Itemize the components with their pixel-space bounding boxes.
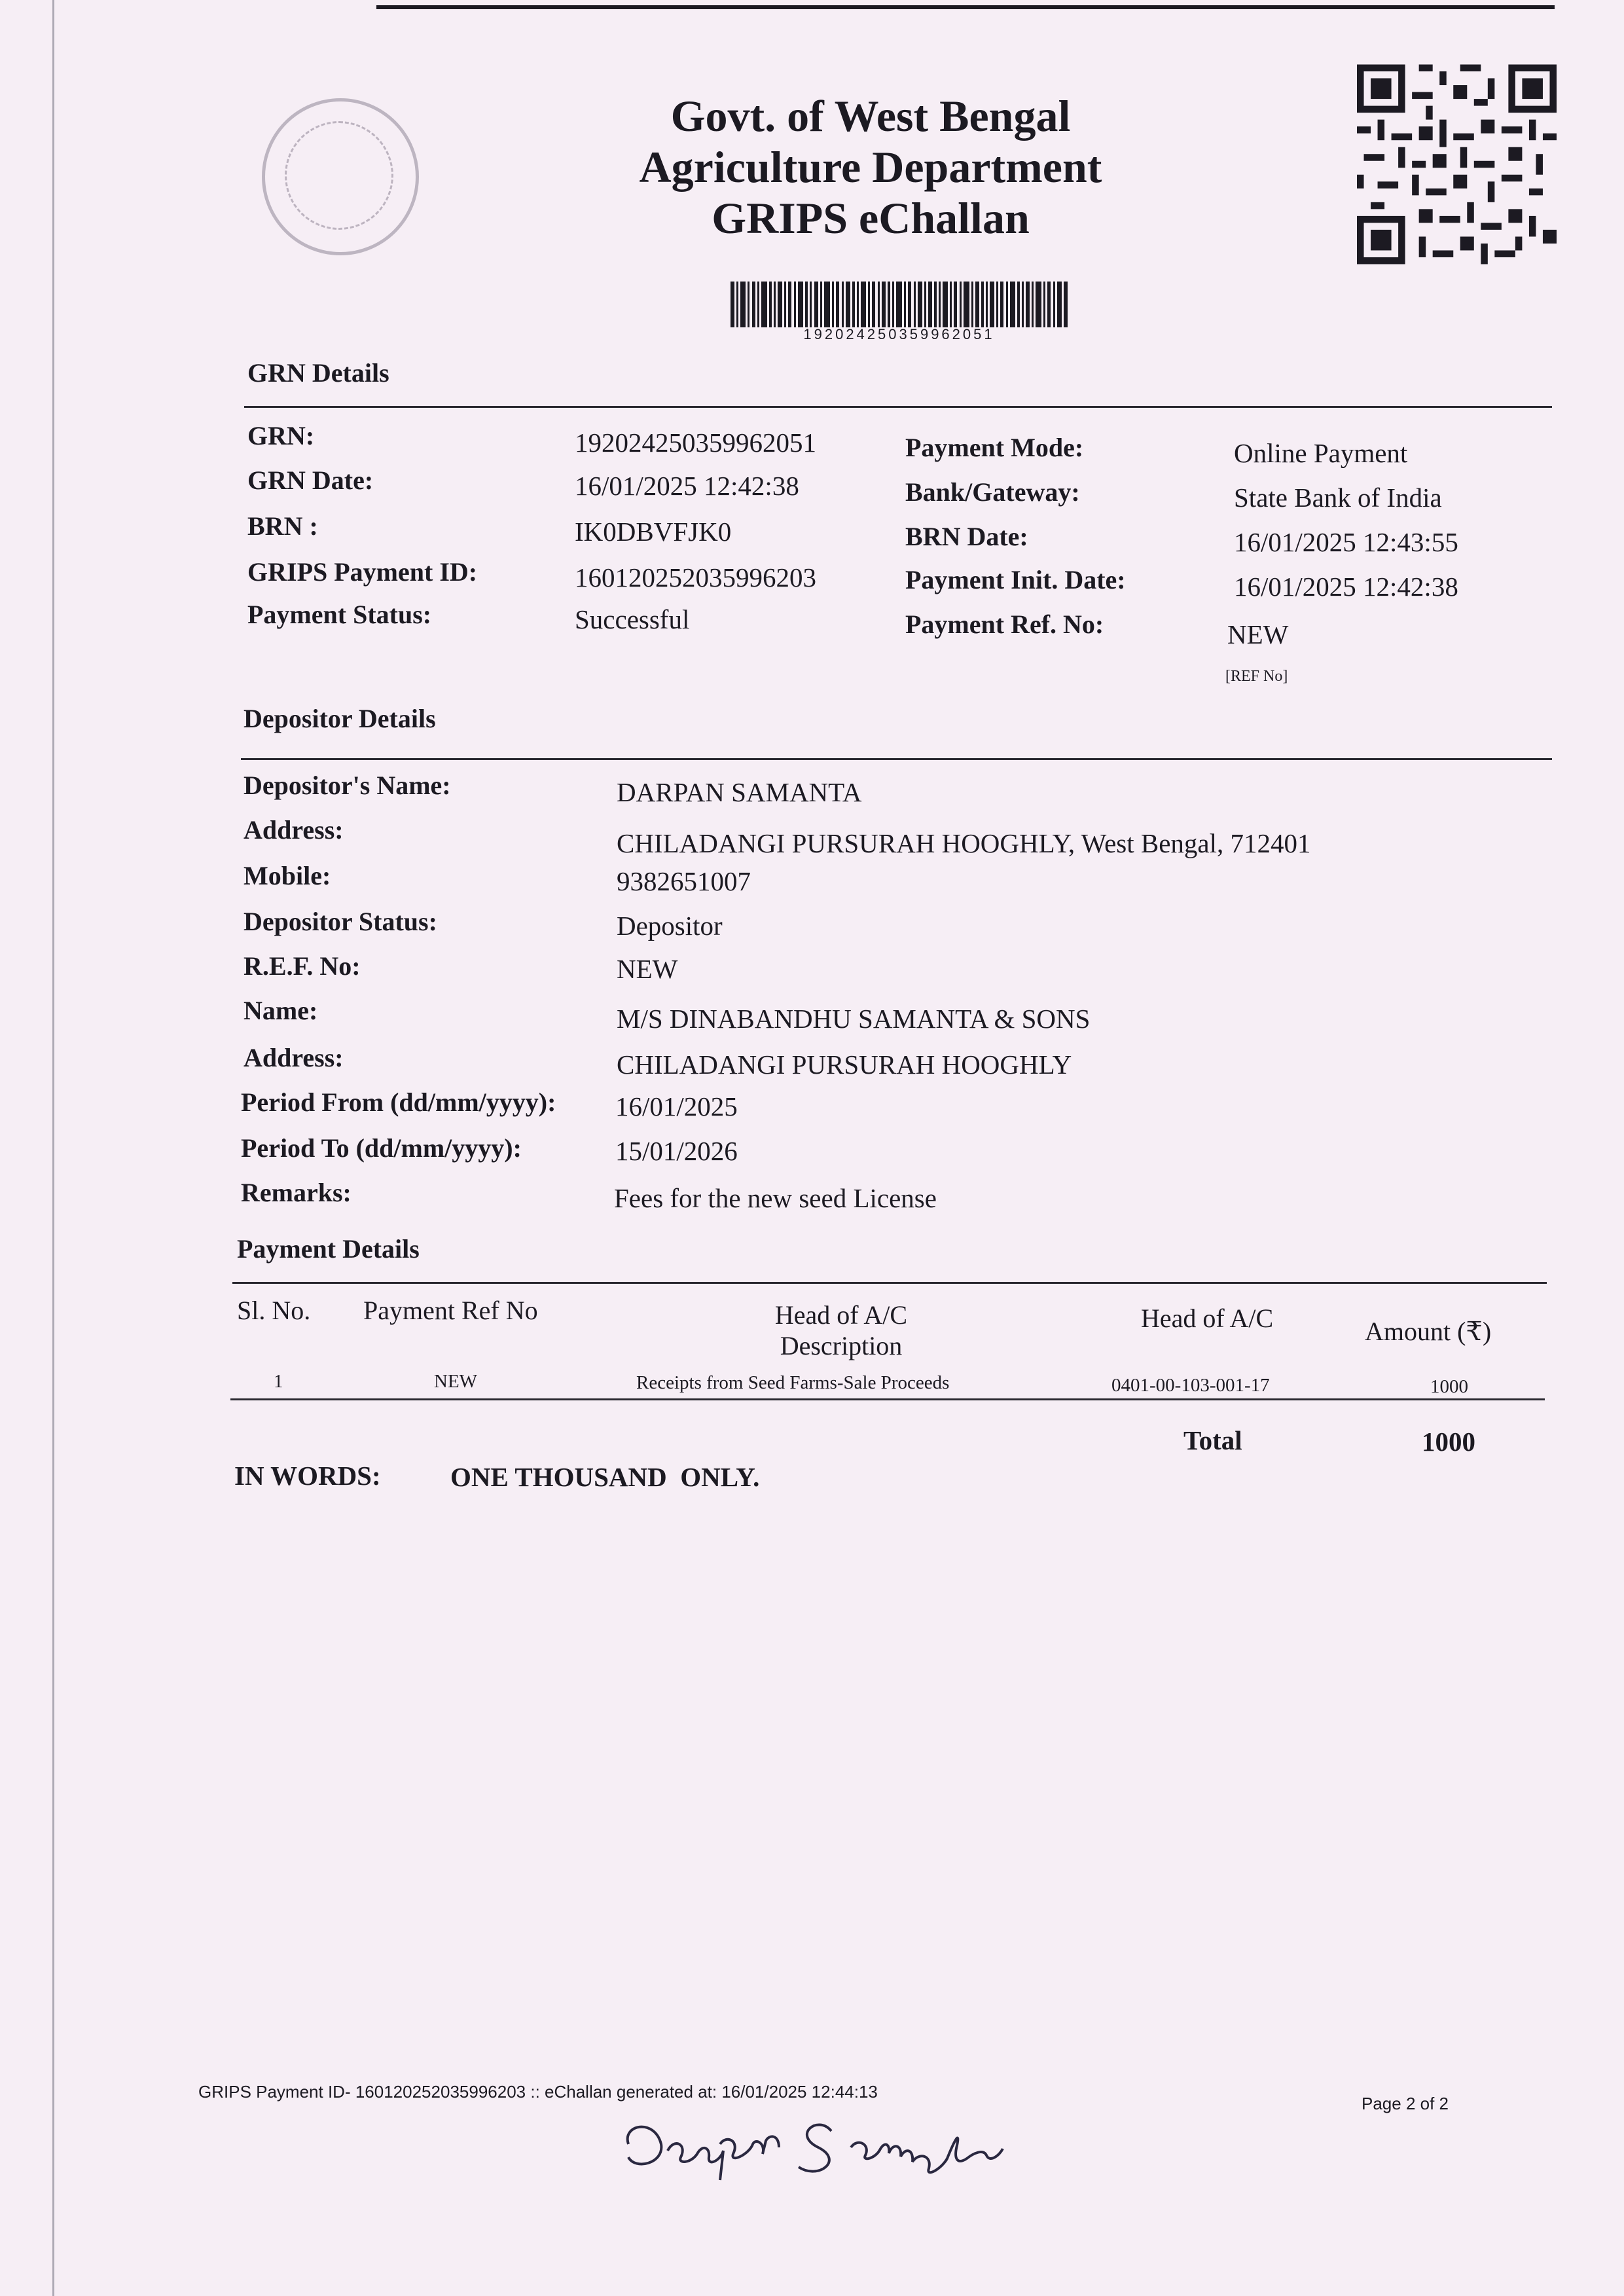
firm-name-value: M/S DINABANDHU SAMANTA & SONS [617, 1004, 1091, 1034]
grn-divider [244, 406, 1552, 408]
barcode-number: 192024250359962051 [803, 326, 995, 342]
period-to-label: Period To (dd/mm/yyyy): [241, 1133, 522, 1163]
title-department: Agriculture Department [639, 142, 1102, 192]
remarks-value: Fees for the new seed License [614, 1183, 937, 1213]
grn-date-label: GRN Date: [247, 465, 374, 495]
brn-value: IK0DBVFJK0 [575, 517, 732, 547]
qr-code-icon [1357, 62, 1557, 266]
bank-gateway-label: Bank/Gateway: [905, 477, 1080, 507]
payment-status-label: Payment Status: [247, 600, 432, 629]
depositor-status-value: Depositor [617, 911, 723, 941]
col-description-line1: Head of A/C [774, 1300, 908, 1330]
barcode-icon [731, 282, 1068, 327]
handwritten-signature [615, 2098, 1047, 2183]
payment-init-date-label: Payment Init. Date: [905, 565, 1126, 594]
payment-ref-no-label: Payment Ref. No: [905, 610, 1104, 639]
scan-edge [52, 0, 54, 2296]
col-head-of-ac: Head of A/C [1141, 1303, 1274, 1333]
grn-date-value: 16/01/2025 12:42:38 [575, 471, 799, 501]
depositor-address-value: CHILADANGI PURSURAH HOOGHLY, West Bengal, 712401 [617, 828, 1311, 858]
grn-value: 192024250359962051 [575, 428, 816, 458]
brn-date-label: BRN Date: [905, 522, 1028, 551]
col-amount: Amount (₹) [1365, 1317, 1492, 1346]
grn-label: GRN: [247, 421, 315, 450]
title-govt: Govt. of West Bengal [670, 91, 1071, 141]
row-sl-no: 1 [274, 1371, 283, 1392]
table-bottom-rule [230, 1398, 1545, 1400]
depositor-status-label: Depositor Status: [244, 907, 437, 936]
footer-generated-info: GRIPS Payment ID- 160120252035996203 :: eChallan generated at: 16/01/2025 12:44:13 [198, 2082, 878, 2102]
firm-name-label: Name: [244, 996, 318, 1025]
in-words-value: ONE THOUSAND ONLY. [450, 1462, 760, 1492]
col-payment-ref-no: Payment Ref No [363, 1296, 538, 1325]
mobile-value: 9382651007 [617, 866, 751, 896]
in-words-label: IN WORDS: [234, 1461, 381, 1491]
payment-status-value: Successful [575, 604, 690, 634]
col-sl-no: Sl. No. [237, 1296, 311, 1325]
period-from-label: Period From (dd/mm/yyyy): [241, 1087, 556, 1117]
depositor-name-value: DARPAN SAMANTA [617, 777, 862, 807]
payment-mode-label: Payment Mode: [905, 433, 1084, 462]
remarks-label: Remarks: [241, 1178, 352, 1207]
row-head-of-ac: 0401-00-103-001-17 [1111, 1375, 1270, 1396]
row-amount: 1000 [1430, 1376, 1468, 1397]
brn-date-value: 16/01/2025 12:43:55 [1234, 527, 1458, 557]
bank-gateway-value: State Bank of India [1234, 483, 1442, 513]
row-ref-no: NEW [434, 1371, 478, 1392]
period-to-value: 15/01/2026 [615, 1136, 738, 1166]
row-description: Receipts from Seed Farms-Sale Proceeds [636, 1372, 950, 1393]
payment-details-title: Payment Details [237, 1234, 420, 1264]
ref-no-label: R.E.F. No: [244, 951, 361, 981]
department-seal-icon [262, 98, 419, 255]
col-description [710, 1300, 972, 1361]
title-echallan: GRIPS eChallan [712, 193, 1030, 243]
top-border-line [376, 5, 1555, 9]
ref-no-value: NEW [617, 954, 678, 984]
grips-payment-id-label: GRIPS Payment ID: [247, 557, 478, 587]
page-number: Page 2 of 2 [1362, 2094, 1449, 2113]
document-title [576, 90, 1165, 244]
depositor-name-label: Depositor's Name: [244, 771, 451, 800]
grn-details-title: GRN Details [247, 358, 389, 388]
mobile-label: Mobile: [244, 861, 331, 890]
payment-divider [232, 1282, 1547, 1284]
firm-address-value: CHILADANGI PURSURAH HOOGHLY [617, 1049, 1072, 1080]
brn-label: BRN : [247, 511, 318, 541]
firm-address-label: Address: [244, 1043, 344, 1072]
period-from-value: 16/01/2025 [615, 1091, 738, 1121]
depositor-divider [241, 758, 1552, 760]
ref-no-note: [REF No] [1225, 668, 1288, 685]
payment-mode-value: Online Payment [1234, 438, 1408, 468]
total-label: Total [1183, 1425, 1242, 1455]
col-description-line2: Description [780, 1331, 903, 1360]
grips-payment-id-value: 160120252035996203 [575, 562, 816, 592]
payment-init-date-value: 16/01/2025 12:42:38 [1234, 572, 1458, 602]
depositor-details-title: Depositor Details [244, 704, 436, 733]
depositor-address-label: Address: [244, 815, 344, 845]
total-value: 1000 [1422, 1427, 1475, 1457]
payment-ref-no-value: NEW [1227, 619, 1289, 649]
